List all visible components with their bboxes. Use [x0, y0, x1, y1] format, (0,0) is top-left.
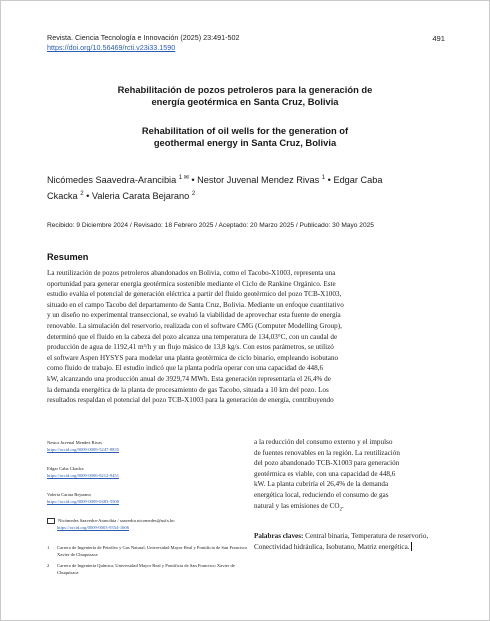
publication-dates: Recibido: 9 Diciembre 2024 / Revisado: 18 Febrero 2025 / Aceptado: 20 Marzo 2025 / Publicado: 30 Mayo 2025 — [47, 222, 374, 229]
abstract-text: La reutilización de pozos petroleros abandonados en Bolivia, como el Tacobo-X1003, representa una oportunidad para generar energía geotérmica sostenible mediante el Ciclo de Rankine Orgánico. Este estudio evalúa el potencial de generación eléctrica a partir del fluido geotérmico del pozo TCB-X1003, situado en el campo Tacobo del departamento de Santa Cruz, Bolivia. Mediante un enfoque cuantitativo y un diseño no experimental transeccional, se evaluó la viabilidad de aprovechar esta fuente de energía renovable. La simulación del reservorio, realizada con el software CMG (Computer Modelling Group), determinó que el fluido en la cabeza del pozo alcanza una temperatura de 134,03°C, con un caudal de producción de agua de 1192,41 m³/h y un flujo másico de 13,8 kg/s. Con estos parámetros, se utilizó el software Aspen HYSYS para modelar una planta geotérmica de ciclo binario, empleando isobutano como fluido de trabajo. El estudio indicó que la planta podría operar con una capacidad de 448,6 kW, alcanzando una producción anual de 3929,74 MWh. Esta generación representaría el 26,4% de la demanda energética de la planta de procesamiento de gas Tacobo, situada a 10 km del pozo. Los resultados respaldan el potencial del pozo TCB-X1003 para la generación de energía, contribuyendo — [47, 269, 344, 405]
author-name: Nicómedes Saavedra-Arancibia — [47, 175, 177, 186]
author-name: Nestor Juvenal Mendez Rivas — [197, 175, 320, 186]
keywords-text: Central binaria, Temperatura de reservorio, Conectividad hidráulica, Isobutano, Matriz energética. — [254, 532, 429, 551]
keywords-label: Palabras claves: — [254, 532, 304, 540]
orcid-link[interactable]: https://orcid.org/0009-0003-9354-1606 — [57, 524, 130, 530]
journal-citation: Revista. Ciencia Tecnología e Innovación (2025) 23:491-502 — [47, 33, 240, 42]
orcid-link[interactable]: https://orcid.org/0009-0006-9212-9451 — [47, 472, 120, 478]
footnote-author-4: Valeria Carata Bejarano https://orcid.org/0009-0009-0483-5500 — [47, 492, 120, 504]
section-heading-resumen: Resumen — [47, 252, 89, 262]
title-english: Rehabilitation of oil wells for the generation of geothermal energy in Santa Cruz, Bolivia — [141, 125, 349, 148]
affiliation-2: 2 Carrera de Ingeniería Química, Universidad Mayor Real y Pontificia de San Francisco Xavier de Chuquisaca — [47, 563, 235, 575]
envelope-icon — [47, 518, 55, 524]
orcid-link[interactable]: https://orcid.org/0009-0009-5247-8835 — [47, 446, 120, 452]
keywords — [254, 531, 443, 552]
journal-header — [47, 33, 239, 53]
footnote-corresponding-author: Nicómedes Saavedra-Arancibia / saavedra.nicomedes@usfx.bo https://orcid.org/0009-0003-9354-1606 — [47, 518, 257, 532]
doi-link[interactable]: https://doi.org/10.56469/rcti.v23i33.1590 — [47, 43, 176, 52]
text-cursor — [411, 542, 412, 551]
footnote-author-2: Nestor Juvenal Mendez Rivas https://orcid.org/0009-0009-5247-8835 — [47, 440, 120, 452]
author-name: Edgar Caba — [333, 175, 383, 186]
affiliation-1: 1 Carrera de Ingeniería de Petróleo y Gas Natural, Universidad Mayor Real y Pontificia de San Francisco Xavier de Chuquisaca — [47, 545, 248, 557]
title-spanish: Rehabilitación de pozos petroleros para la generación de energía geotérmica en Santa Cruz, Bolivia — [117, 84, 373, 107]
abstract-text-continued: a la reducción del consumo externo y el impulso de fuentes renovables en la región. La reutilización del pozo abandonado TCB-X1003 para generación geotérmica es viable, con una capacidad de 448,6 kW. La planta cubriría el 26,4% de la demanda energética local, reduciendo el consumo de gas natural y las emisiones de $CO_2$. — [254, 438, 400, 512]
author-name: Ckacka — [47, 191, 78, 202]
orcid-link[interactable]: https://orcid.org/0009-0009-0483-5500 — [47, 498, 120, 504]
author-name: Valeria Carata Bejarano — [91, 191, 190, 202]
page-number: 491 — [432, 34, 445, 43]
footnote-author-3: Edgar Caba Ckacka https://orcid.org/0009-0006-9212-9451 — [47, 466, 120, 478]
author-list: Nicómedes Saavedra-Arancibia $^{1 ✉}$ • Nestor Juvenal Mendez Rivas $^1$ • Edgar Caba Ckacka $^2$ • Valeria Carata Bejarano $^2$ — [47, 175, 383, 202]
